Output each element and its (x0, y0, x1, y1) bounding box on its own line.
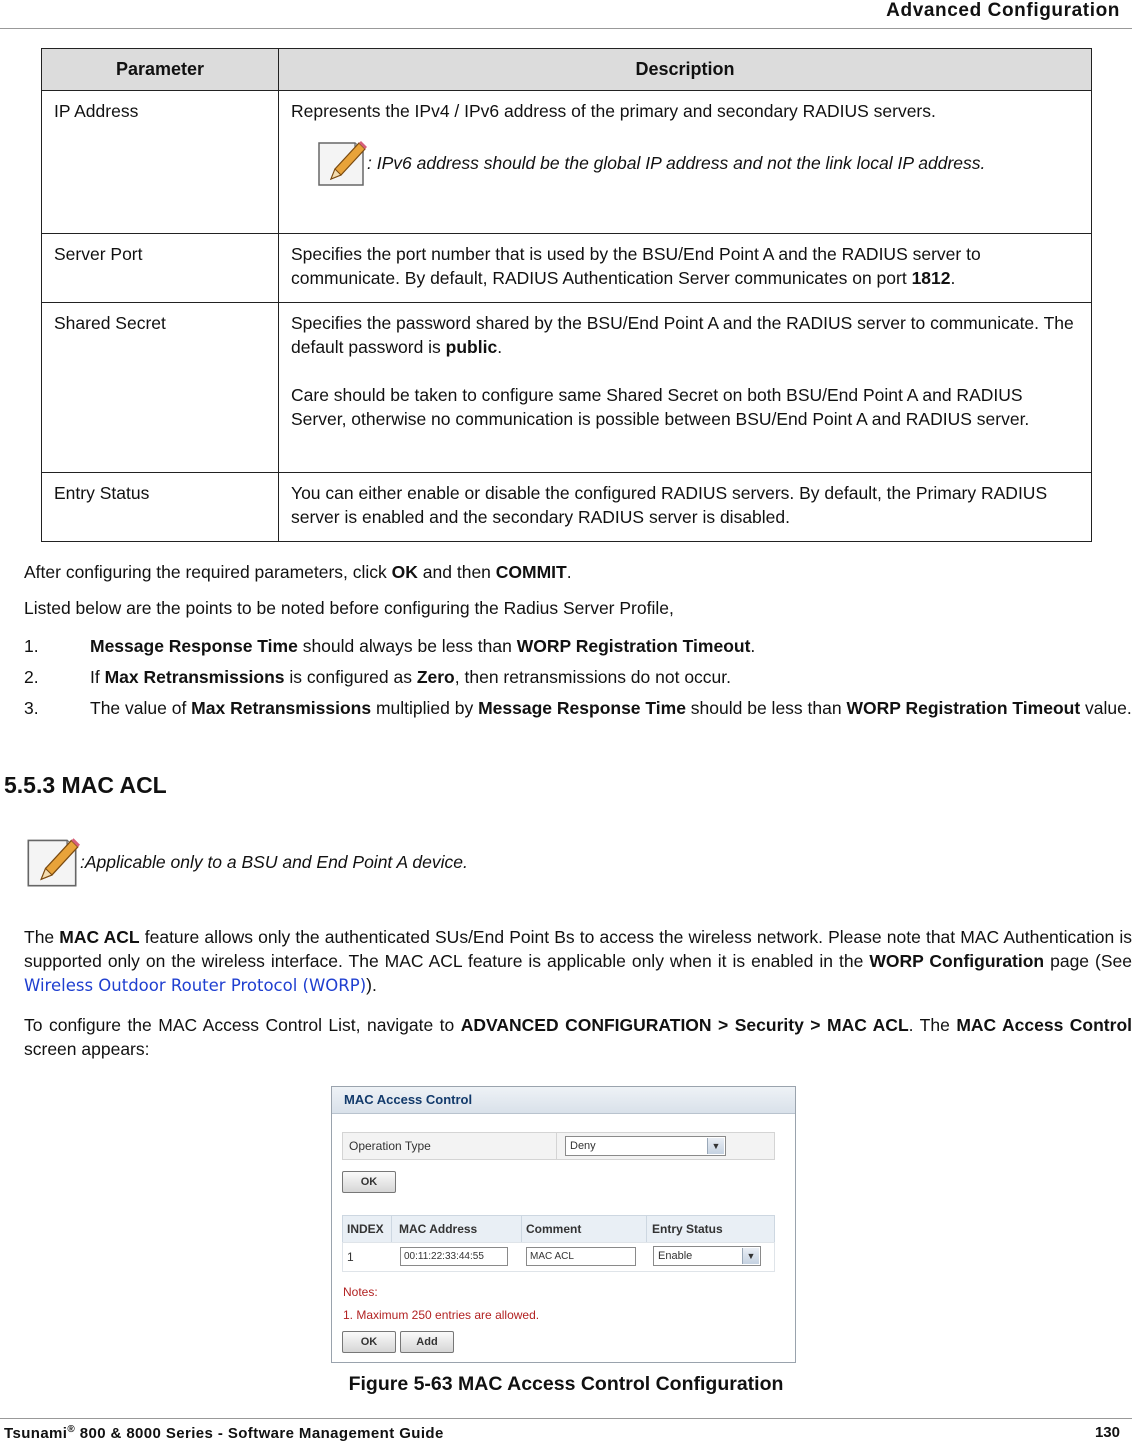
param-cell: IP Address (42, 91, 279, 234)
pencil-note-icon (315, 137, 367, 189)
column-header-index: INDEX (347, 1222, 384, 1236)
screenshot-title: MAC Access Control (332, 1087, 795, 1114)
table-row (342, 1242, 775, 1272)
table-row (42, 303, 1092, 473)
column-header-description: Description (279, 49, 1092, 91)
param-cell: Server Port (42, 234, 279, 303)
note-text: : IPv6 address should be the global IP address and not the link local IP address. (367, 153, 986, 173)
section-heading: 5.5.3 MAC ACL (4, 772, 167, 798)
pencil-note-icon (24, 834, 80, 890)
list-item: 1. Message Response Time should always be less than WORP Registration Timeout. (24, 636, 756, 656)
desc-cell (279, 91, 1092, 234)
desc-cell: Specifies the password shared by the BSU/End Point A and the RADIUS server to communicate. The default password is public. Care should be taken to configure same Shared Secret on both BSU/End Point A and RADIUS Server, otherwise no communication is possible between BSU/End Point A and RADIUS server. (279, 303, 1092, 473)
notes-label: Notes: (343, 1285, 378, 1299)
table-row (42, 91, 1092, 234)
listed-paragraph: Listed below are the points to be noted before configuring the Radius Server Profile, (24, 598, 674, 618)
param-cell: Entry Status (42, 473, 279, 542)
operation-type-row (342, 1132, 775, 1160)
desc-cell: Specifies the port number that is used by the BSU/End Point A and the RADIUS server to communicate. By default, RADIUS Authentication Server communicates on port 1812. (279, 234, 1092, 303)
note-row (315, 137, 1079, 189)
cell-divider (556, 1133, 557, 1159)
worp-link[interactable]: Wireless Outdoor Router Protocol (WORP) (24, 976, 367, 995)
points-list (24, 634, 1132, 727)
ok-button[interactable]: OK (342, 1171, 396, 1193)
entry-status-select[interactable]: Enable ▼ (653, 1246, 761, 1266)
row-index: 1 (347, 1250, 354, 1264)
list-item: 2. If Max Retransmissions is configured as Zero, then retransmissions do not occur. (24, 667, 732, 687)
operation-type-label: Operation Type (349, 1139, 431, 1153)
desc-cell: You can either enable or disable the configured RADIUS servers. By default, the Primary RADIUS server is enabled and the secondary RADIUS server is disabled. (279, 473, 1092, 542)
column-header-parameter: Parameter (42, 49, 279, 91)
comment-input[interactable]: MAC ACL (526, 1247, 636, 1266)
add-button[interactable]: Add (400, 1331, 454, 1353)
mac-acl-paragraph: The MAC ACL feature allows only the authenticated SUs/End Point Bs to access the wireless network. Please note that MAC Authentication is supported only on the wireless interface. The MAC ACL feature is applicable only when it is enabled in the WORP Configuration page (See Wireless Outdoor Router Protocol (WORP)). (24, 927, 1132, 995)
column-header-comment: Comment (526, 1222, 582, 1236)
footer-rule (0, 1418, 1132, 1419)
desc-text-2: Care should be taken to configure same Shared Secret on both BSU/End Point A and RADIUS Server, otherwise no communication is possible between BSU/End Point A and RADIUS server. (291, 385, 1030, 429)
desc-text: Represents the IPv4 / IPv6 address of the primary and secondary RADIUS servers. (291, 101, 936, 121)
operation-type-select[interactable]: Deny ▼ (565, 1136, 726, 1156)
note-text: :Applicable only to a BSU and End Point A device. (80, 851, 468, 872)
list-item: 3. The value of Max Retransmissions multiplied by Message Response Time should be less than WORP Registration Timeout value. (24, 698, 1132, 718)
navigate-paragraph: To configure the MAC Access Control List, navigate to ADVANCED CONFIGURATION > Security > MAC ACL. The MAC Access Control screen appears: (24, 1015, 1132, 1059)
mac-access-control-screenshot (331, 1086, 796, 1363)
param-cell: Shared Secret (42, 303, 279, 473)
table-row (42, 234, 1092, 303)
table-header-row (42, 49, 1092, 91)
table-row (42, 473, 1092, 542)
parameter-table (41, 48, 1092, 542)
chevron-down-icon[interactable]: ▼ (742, 1248, 759, 1264)
mac-acl-note (24, 834, 468, 890)
acl-table-header (342, 1215, 775, 1243)
chevron-down-icon[interactable]: ▼ (707, 1138, 724, 1154)
mac-address-input[interactable]: 00:11:22:33:44:55 (400, 1247, 508, 1266)
note-item: 1. Maximum 250 entries are allowed. (343, 1308, 540, 1322)
ok-button[interactable]: OK (342, 1331, 396, 1353)
header-rule (0, 28, 1132, 29)
page-header-title: Advanced Configuration (886, 0, 1120, 21)
figure-caption: Figure 5-63 MAC Access Control Configuration (348, 1373, 784, 1395)
footer-title: Tsunami® 800 & 8000 Series - Software Management Guide (4, 1424, 444, 1442)
column-header-mac: MAC Address (399, 1222, 478, 1236)
column-header-entry-status: Entry Status (652, 1222, 723, 1236)
after-config-paragraph: After configuring the required parameters, click OK and then COMMIT. (24, 562, 572, 582)
page-number: 130 (1094, 1424, 1120, 1441)
